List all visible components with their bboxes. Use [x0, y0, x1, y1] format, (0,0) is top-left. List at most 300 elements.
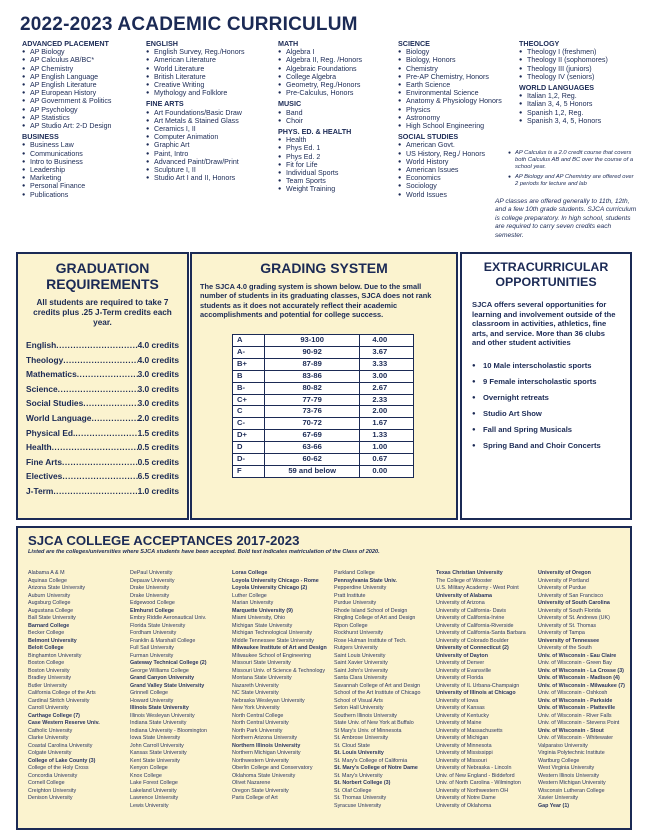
- college-name: Fordham University: [130, 630, 177, 636]
- grade-letter: C: [233, 406, 265, 418]
- college-name: Depauw University: [130, 577, 175, 584]
- college-name: Elmhurst College: [130, 607, 174, 614]
- leader-dots: [77, 367, 138, 382]
- course-item: ● Graphic Art: [146, 141, 278, 149]
- college-name: University of Tampa: [538, 630, 585, 636]
- extracurricular-title: EXTRACURRICULAR OPPORTUNITIES: [483, 260, 609, 289]
- grade-row: [233, 406, 414, 418]
- graduation-subtitle: All students are required to take 7 credits plus .25 J-Term credits each year.: [33, 298, 172, 327]
- grade-points: 3.00: [360, 370, 414, 382]
- colleges-subtitle: Listed are the colleges/universities where SJCA students have been accepted. Bold text indicates matriculation of the Class of 2020.: [28, 549, 380, 555]
- college-name: University of South Carolina: [538, 600, 610, 606]
- course-item: ● AP English Language: [22, 73, 144, 81]
- college-name: George Williams College: [130, 667, 189, 674]
- requirement-credits: 3.0 credits: [137, 369, 179, 380]
- course-item: ● Leadership: [22, 166, 144, 174]
- college-name: University of California-Irvine: [436, 615, 505, 621]
- extracurricular-box: [460, 252, 632, 520]
- college-name: Milwaukee School of Engineering: [232, 652, 312, 659]
- college-name: University of Oklahoma: [436, 802, 492, 809]
- college-name: Parkland College: [334, 570, 375, 576]
- college-name: Augsburg College: [28, 600, 71, 606]
- course-item: ● Algebraic Foundations: [278, 65, 396, 73]
- college-name: University of Dayton: [436, 652, 488, 659]
- college-acceptances-box: [16, 526, 632, 830]
- activity-item: ● Overnight retreats: [472, 390, 620, 406]
- college-name: New York University: [232, 705, 280, 711]
- requirement-credits: 3.0 credits: [137, 398, 179, 409]
- college-name: U.S. Military Academy - West Point: [436, 585, 519, 591]
- college-name: Alabama A & M: [28, 570, 65, 576]
- course-item: ● American Govt.: [398, 141, 516, 149]
- college-name: University of Mississippi: [436, 750, 493, 756]
- college-name: Univ. of Wisconsin - Stevens Point: [538, 720, 620, 726]
- grade-row: [233, 465, 414, 477]
- college-name: Northern Michigan University: [232, 750, 301, 756]
- grade-letter: D: [233, 442, 265, 454]
- college-name: Barnard College: [28, 622, 70, 629]
- college-name: University of Denver: [436, 660, 485, 666]
- college-column: [232, 570, 332, 803]
- college-name: Univ. of Wisconsin - Eau Claire: [538, 652, 617, 659]
- college-name: Drake University: [130, 585, 170, 591]
- college-name: Drake University: [130, 592, 170, 599]
- course-item: ● Biology: [398, 48, 516, 56]
- college-name: Middle Tennessee State University: [232, 637, 314, 644]
- subject-heading: SCIENCE: [398, 39, 430, 48]
- grading-table: [232, 334, 414, 478]
- college-name: St. Mary's College of California: [334, 757, 408, 764]
- college-name: Rockhurst University: [334, 630, 383, 636]
- college-name: University of South Florida: [538, 607, 601, 614]
- subject-heading: THEOLOGY: [519, 39, 560, 48]
- grade-range: 80-82: [264, 382, 360, 394]
- grade-letter: B+: [233, 358, 265, 370]
- grade-range: 73-76: [264, 406, 360, 418]
- course-list: [278, 48, 396, 97]
- grade-points: 2.33: [360, 394, 414, 406]
- college-name: DePaul University: [130, 570, 173, 576]
- course-item: ● Italian 3, 4, 5 Honors: [519, 100, 639, 108]
- requirement-credits: 1.0 credits: [137, 485, 179, 496]
- course-item: ● AP Psychology: [22, 106, 144, 114]
- college-name: College of Lake County (3): [28, 757, 96, 764]
- course-list: [278, 109, 396, 125]
- grade-row: [233, 394, 414, 406]
- college-name: St. Mary's University: [334, 772, 383, 779]
- college-name: NC State University: [232, 690, 279, 696]
- college-name: Butler University: [28, 682, 67, 689]
- college-name: Rhode Island School of Design: [334, 607, 408, 614]
- college-name: University of IL Urbana-Champaign: [436, 682, 520, 689]
- colleges-title: SJCA COLLEGE ACCEPTANCES 2017-2023: [28, 533, 300, 548]
- college-name: Rutgers University: [334, 645, 378, 651]
- college-name: St. Ambrose University: [334, 735, 389, 741]
- requirement-credits: 4.0 credits: [137, 354, 179, 365]
- curriculum-column-2: [146, 40, 278, 182]
- college-name: Wartburg College: [538, 757, 580, 764]
- college-name: Univ. of Wisconsin - Milwaukee (7): [538, 682, 625, 689]
- course-item: ● AP European History: [22, 89, 144, 97]
- subject-heading: WORLD LANGUAGES: [519, 83, 595, 93]
- college-name: Ringling College of Art and Design: [334, 615, 416, 621]
- college-name: University of Connecticut (2): [436, 645, 509, 651]
- requirement-credits: 0.5 credits: [137, 442, 179, 453]
- college-name: Gateway Technical College (2): [130, 660, 207, 666]
- college-name: Creighton University: [28, 787, 77, 794]
- requirement-credits: 2.0 credits: [137, 412, 179, 423]
- course-item: ● Theology II (sophomores): [519, 56, 639, 64]
- course-item: ● Theology III (juniors): [519, 65, 639, 73]
- college-name: University of Nebraska - Lincoln: [436, 765, 512, 771]
- college-name: Northwestern University: [232, 757, 289, 764]
- grade-points: 4.00: [360, 335, 414, 347]
- requirement-label: Electives: [26, 471, 63, 482]
- college-name: Kansas State University: [130, 750, 187, 756]
- college-name: Case Western Reserve Univ.: [28, 720, 100, 726]
- course-list: [146, 48, 278, 97]
- college-name: Univ. of Wisconsin - Green Bay: [538, 660, 612, 666]
- college-name: Howard University: [130, 697, 174, 704]
- college-name: Missouri State University: [232, 660, 291, 666]
- college-name: University of California- Davis: [436, 607, 507, 614]
- college-name: Univ. of Wisconsin - La Crosse (3): [538, 667, 624, 674]
- requirement-label: Health: [26, 442, 52, 453]
- requirement-row: [26, 382, 179, 397]
- grade-letter: D-: [233, 454, 265, 466]
- college-name: Embry Riddle Aeronautical Univ.: [130, 615, 207, 621]
- grade-points: 1.33: [360, 430, 414, 442]
- ap-note: ● AP Biology and AP Chemistry are offered over 2 periods for lecture and lab: [508, 174, 638, 188]
- course-item: ● Algebra II, Reg. /Honors: [278, 56, 396, 64]
- college-name: Northern Illinois University: [232, 742, 301, 749]
- college-name: North Central University: [232, 720, 289, 726]
- college-column: [538, 570, 634, 810]
- course-item: ● Team Sports: [278, 177, 396, 185]
- college-name: St. Louis University: [334, 750, 384, 756]
- college-name: University of Colorado Boulder: [436, 637, 509, 644]
- course-item: ● Mythology and Folklore: [146, 89, 278, 97]
- college-name: Augustana College: [28, 607, 74, 614]
- requirement-row: [26, 353, 179, 368]
- college-name: Grinnell College: [130, 690, 169, 696]
- course-item: ● Band: [278, 109, 396, 117]
- course-item: ● AP Government & Politics: [22, 97, 144, 105]
- course-item: ● Intro to Business: [22, 158, 144, 166]
- college-name: Edgewood College: [130, 600, 175, 606]
- college-name: University of Michigan: [436, 735, 489, 741]
- college-name: Colgate University: [28, 750, 72, 756]
- activity-item: ● 9 Female interscholastic sports: [472, 374, 620, 390]
- course-item: ● Ceramics I, II: [146, 125, 278, 133]
- grade-range: 59 and below: [264, 465, 360, 477]
- grade-range: 77-79: [264, 394, 360, 406]
- course-item: ● Chemistry: [398, 65, 516, 73]
- course-item: ● Environmental Science: [398, 89, 516, 97]
- course-item: ● AP English Literature: [22, 81, 144, 89]
- college-name: Carroll University: [28, 705, 69, 711]
- college-name: University of the South: [538, 645, 592, 651]
- college-name: Southern Illinois University: [334, 712, 397, 719]
- college-name: Milwaukee Institute of Art and Design: [232, 645, 327, 651]
- college-name: Indiana State University: [130, 720, 187, 726]
- college-name: University of Kentucky: [436, 712, 489, 719]
- grade-letter: A-: [233, 346, 265, 358]
- college-name: Aquinas College: [28, 577, 67, 584]
- college-name: California College of the Arts: [28, 690, 96, 696]
- course-item: ● British Literature: [146, 73, 278, 81]
- requirement-row: [26, 396, 179, 411]
- college-name: Beloit College: [28, 645, 64, 651]
- college-name: University of Florida: [436, 675, 484, 681]
- requirement-row: [26, 411, 179, 426]
- college-name: Saint John's University: [334, 667, 388, 674]
- college-name: Carthage College (7): [28, 712, 80, 719]
- requirement-credits: 6.5 credits: [137, 471, 179, 482]
- course-list: [519, 48, 639, 81]
- college-name: Boston University: [28, 667, 70, 674]
- college-name: Denison University: [28, 795, 73, 801]
- college-name: Univ. of Wisconsin - Whitewater: [538, 735, 614, 741]
- requirement-row: [26, 469, 179, 484]
- college-name: Oregon State University: [232, 787, 289, 794]
- college-name: Franklin & Marshall College: [130, 637, 196, 644]
- course-item: ● Physics: [398, 106, 516, 114]
- college-name: University of Massachusetts: [436, 727, 503, 734]
- college-name: University of California-Riverside: [436, 622, 514, 629]
- curriculum-column-3: [278, 40, 396, 194]
- grade-row: [233, 382, 414, 394]
- college-name: Concordia University: [28, 772, 78, 779]
- ap-note: ● AP Calculus is a 2.0 credit course that covers both Calculus AB and BC over the course of a school year.: [508, 150, 638, 171]
- college-name: Montana State University: [232, 675, 292, 681]
- course-list: [146, 109, 278, 183]
- college-name: Ripon College: [334, 622, 368, 629]
- grade-row: [233, 430, 414, 442]
- college-name: Michigan Technological University: [232, 630, 313, 636]
- college-name: Grand Canyon University: [130, 675, 195, 681]
- college-name: University of Kansas: [436, 705, 485, 711]
- college-name: Univ. of Wisconsin - Oshkosh: [538, 690, 608, 696]
- college-name: Oklahoma State University: [232, 772, 296, 779]
- college-name: St. Olaf College: [334, 787, 372, 794]
- college-name: John Carroll University: [130, 742, 184, 749]
- college-name: University of California-Santa Barbara: [436, 630, 526, 636]
- course-item: ● Spanish 3, 4, 5, Honors: [519, 117, 639, 125]
- college-name: Grand Valley State University: [130, 682, 205, 689]
- college-name: Gap Year (1): [538, 802, 570, 809]
- grade-letter: C-: [233, 418, 265, 430]
- requirement-label: World Language: [26, 412, 92, 423]
- requirement-label: Fine Arts: [26, 456, 62, 467]
- requirement-label: J-Term: [26, 485, 54, 496]
- college-name: Syracuse University: [334, 802, 382, 809]
- course-list: [398, 141, 516, 198]
- leader-dots: [56, 338, 137, 353]
- college-name: College of the Holy Cross: [28, 765, 89, 771]
- college-name: Furman University: [130, 652, 174, 659]
- college-name: University of Minnesota: [436, 742, 492, 749]
- grade-range: 63-66: [264, 442, 360, 454]
- grade-points: 2.67: [360, 382, 414, 394]
- graduation-requirements-box: [16, 252, 189, 520]
- ap-eligibility-note: AP classes are offered generally to 11th, 12th, and a few 10th grade students. SJCA curriculum is college preparatory. In high school, students are required to carry seven credits each semester.: [495, 198, 637, 239]
- college-name: Full Sail University: [130, 645, 174, 651]
- college-name: Bradley University: [28, 675, 72, 681]
- grade-range: 93-100: [264, 335, 360, 347]
- college-name: Lawrence University: [130, 795, 179, 801]
- college-name: Florida State University: [130, 622, 186, 629]
- subject-heading: FINE ARTS: [146, 99, 184, 109]
- ap-notes: [508, 150, 638, 191]
- course-item: ● Earth Science: [398, 81, 516, 89]
- college-name: Savannah College of Art and Design: [334, 682, 421, 689]
- college-name: Valparaiso University: [538, 742, 588, 749]
- course-item: ● Publications: [22, 191, 144, 199]
- college-name: Arizona State University: [28, 585, 86, 591]
- grade-letter: C+: [233, 394, 265, 406]
- college-name: University of Purdue: [538, 585, 587, 591]
- course-item: ● AP Chemistry: [22, 65, 144, 73]
- grade-row: [233, 370, 414, 382]
- grade-row: [233, 358, 414, 370]
- course-item: ● Individual Sports: [278, 169, 396, 177]
- grade-row: [233, 418, 414, 430]
- course-list: [398, 48, 516, 130]
- grade-letter: D+: [233, 430, 265, 442]
- grade-points: 2.00: [360, 406, 414, 418]
- requirement-label: English: [26, 340, 57, 350]
- leader-dots: [62, 455, 138, 470]
- college-name: Paris College of Art: [232, 795, 278, 801]
- leader-dots: [52, 440, 138, 455]
- activity-item: ● 10 Male interscholastic sports: [472, 358, 620, 374]
- requirement-row: [26, 426, 179, 441]
- college-column: [130, 570, 230, 810]
- grade-row: [233, 442, 414, 454]
- course-item: ● World Issues: [398, 191, 516, 199]
- grade-letter: B: [233, 370, 265, 382]
- requirement-label: Science: [26, 383, 58, 394]
- course-list: [278, 136, 396, 193]
- college-name: Nazareth University: [232, 682, 279, 689]
- course-item: ● Advanced Paint/Draw/Print: [146, 158, 278, 166]
- grade-range: 90-92: [264, 346, 360, 358]
- college-name: University of Northwestern OH: [436, 787, 509, 794]
- college-name: Univ. of Wisconsin - Madison (4): [538, 675, 620, 681]
- grade-row: [233, 335, 414, 347]
- grading-system-box: [190, 252, 458, 520]
- college-name: North Central College: [232, 712, 284, 719]
- college-name: Boston College: [28, 660, 65, 666]
- leader-dots: [62, 469, 137, 484]
- requirement-credits: 1.5 credits: [137, 427, 179, 438]
- course-item: ● AP Calculus AB/BC*: [22, 56, 144, 64]
- course-item: ● American Literature: [146, 56, 278, 64]
- college-name: The College of Wooster: [436, 577, 493, 584]
- course-list: [519, 92, 639, 125]
- requirement-row: [26, 455, 179, 470]
- college-name: Northern Arizona University: [232, 735, 298, 741]
- college-name: Univ. of New England - Biddeford: [436, 772, 515, 779]
- college-name: University of Tennessee: [538, 637, 600, 644]
- course-item: ● American Issues: [398, 166, 516, 174]
- leader-dots: [63, 353, 137, 368]
- requirement-label: Theology: [26, 354, 64, 365]
- college-name: Illinois Wesleyan University: [130, 712, 195, 719]
- college-name: Loyola University Chicago - Rome: [232, 577, 319, 584]
- grade-range: 60-62: [264, 454, 360, 466]
- college-name: Loras College: [232, 570, 268, 576]
- college-name: Coastal Carolina University: [28, 742, 93, 749]
- leader-dots: [75, 426, 137, 441]
- course-item: ● Fit for Life: [278, 161, 396, 169]
- grade-range: 70-72: [264, 418, 360, 430]
- college-name: Illinois State University: [130, 705, 189, 711]
- grading-title: GRADING SYSTEM: [260, 260, 388, 276]
- course-item: ● AP Studio Art: 2-D Design: [22, 122, 144, 130]
- course-list: [22, 48, 144, 130]
- college-name: St. Norbert College (3): [334, 780, 391, 786]
- college-name: Oberlin College and Conservatory: [232, 765, 313, 771]
- leader-dots: [53, 484, 137, 499]
- college-name: School of Visual Arts: [334, 697, 383, 704]
- subject-heading: SOCIAL STUDIES: [398, 132, 459, 142]
- college-name: University of Missouri: [436, 757, 487, 764]
- college-name: Western Michigan University: [538, 780, 606, 786]
- college-name: Cardinal Stritch University: [28, 697, 90, 704]
- subject-heading: BUSINESS: [22, 132, 59, 142]
- course-item: ● Astronomy: [398, 114, 516, 122]
- college-name: Binghamton University: [28, 652, 82, 659]
- college-name: University of St. Andrews (UK): [538, 615, 610, 621]
- course-item: ● Marketing: [22, 174, 144, 182]
- grade-range: 87-89: [264, 358, 360, 370]
- course-list: [22, 141, 144, 198]
- college-name: Catholic University: [28, 727, 73, 734]
- college-name: Auburn University: [28, 592, 71, 599]
- college-name: Pepperdine University: [334, 585, 387, 591]
- course-item: ● Art Metals & Stained Glass: [146, 117, 278, 125]
- subject-heading: ADVANCED PLACEMENT: [22, 39, 109, 48]
- college-name: Seton Hall University: [334, 705, 384, 711]
- course-item: ● Phys Ed. 1: [278, 144, 396, 152]
- college-name: St. Mary's College of Notre Dame: [334, 765, 418, 771]
- leader-dots: [58, 382, 138, 397]
- course-item: ● Biology, Honors: [398, 56, 516, 64]
- college-name: Western Illinois University: [538, 772, 600, 779]
- course-item: ● Sociology: [398, 182, 516, 190]
- requirement-credits: 3.0 credits: [137, 383, 179, 394]
- course-item: ● Paint, Intro: [146, 150, 278, 158]
- college-name: University of San Francisco: [538, 592, 604, 599]
- course-item: ● Geometry, Reg./Honors: [278, 81, 396, 89]
- college-name: University of Oregon: [538, 570, 591, 576]
- grade-letter: B-: [233, 382, 265, 394]
- grade-points: 1.67: [360, 418, 414, 430]
- course-item: ● Weight Training: [278, 185, 396, 193]
- requirement-row: [26, 440, 179, 455]
- grade-row: [233, 346, 414, 358]
- college-name: Olivet Nazarene: [232, 780, 271, 786]
- college-name: Univ. of Wisconsin - Parkside: [538, 697, 613, 704]
- college-name: University of Portland: [538, 577, 589, 584]
- college-name: School of the Art Institute of Chicago: [334, 690, 421, 696]
- leader-dots: [91, 411, 137, 426]
- college-column: [28, 570, 128, 803]
- college-name: Knox College: [130, 772, 162, 779]
- college-name: Univ. of Wisconsin - River Falls: [538, 712, 612, 719]
